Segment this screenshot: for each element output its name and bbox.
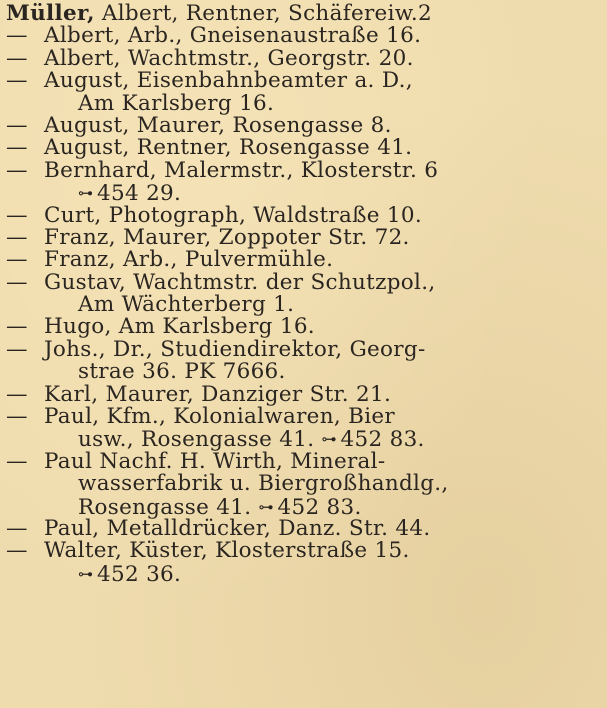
- dash: —: [6, 45, 28, 71]
- dash: —: [6, 247, 28, 273]
- entry-continuation: Am Wächterberg 1.: [78, 292, 295, 318]
- directory-entry: [6, 381, 601, 407]
- entry-continuation: usw., Rosengasse 41.: [78, 427, 315, 453]
- entry-text: Karl, Maurer, Danziger Str. 21.: [44, 381, 392, 407]
- directory-entry: [6, 202, 601, 228]
- surname: Müller,: [6, 1, 95, 26]
- directory-entry: [6, 515, 601, 541]
- entry-text: Albert, Rentner, Schäfereiw.2: [94, 1, 433, 26]
- directory-entry: [6, 25, 601, 47]
- dash: —: [6, 269, 28, 295]
- telephone-icon: ⊶: [321, 430, 335, 449]
- entry-text: Johs., Dr., Studiendirektor, Georg-: [44, 336, 426, 362]
- directory-entry: [6, 406, 601, 451]
- directory-entry: [6, 224, 601, 250]
- entry-text: August, Maurer, Rosengasse 8.: [44, 112, 392, 138]
- entry-text: Gustav, Wachtmstr. der Schutzpol.,: [44, 269, 436, 295]
- telephone-icon: ⊶: [258, 497, 272, 516]
- entry-text: Bernhard, Malermstr., Klosterstr. 6: [44, 157, 439, 183]
- entry-continuation: Rosengasse 41.: [78, 494, 252, 520]
- dash: —: [6, 448, 28, 474]
- dash: —: [6, 68, 28, 94]
- phone-number: 452 83.: [340, 427, 425, 453]
- entry-continuation: Am Karlsberg 16.: [78, 90, 275, 116]
- dash: —: [6, 202, 28, 228]
- telephone-icon: ⊶: [78, 184, 91, 203]
- directory-entry: [6, 137, 601, 159]
- directory-entry: [6, 70, 601, 115]
- entry-text: Franz, Maurer, Zoppoter Str. 72.: [44, 224, 410, 250]
- phone-number: 452 83.: [277, 494, 362, 520]
- directory-entry-header: [6, 0, 601, 25]
- directory-entry: [6, 540, 601, 585]
- entry-text: Curt, Photograph, Waldstraße 10.: [44, 202, 423, 228]
- entry-text: August, Rentner, Rosengasse 41.: [44, 135, 413, 161]
- phone-number: 454 29.: [97, 181, 182, 207]
- directory-entry: [6, 269, 601, 318]
- entry-text: Albert, Arb., Gneisenaustraße 16.: [44, 23, 422, 49]
- entry-text: Paul Nachf. H. Wirth, Mineral-: [44, 448, 386, 474]
- dash: —: [6, 314, 28, 340]
- dash: —: [6, 23, 28, 49]
- dash: —: [6, 381, 28, 407]
- dash: —: [6, 404, 28, 430]
- entry-continuation: wasserfabrik u. Biergroßhandlg.,: [78, 471, 449, 497]
- entry-text: Paul, Kfm., Kolonialwaren, Bier: [44, 404, 396, 430]
- directory-entry: [6, 448, 601, 520]
- entry-text: Franz, Arb., Pulvermühle.: [44, 247, 334, 273]
- directory-entry: [6, 157, 601, 207]
- dash: —: [6, 112, 28, 138]
- directory-entry: [6, 316, 601, 338]
- dash: —: [6, 135, 28, 161]
- phone-number: 452 36.: [97, 561, 182, 587]
- directory-entry: [6, 112, 601, 138]
- entry-text: August, Eisenbahnbeamter a. D.,: [44, 68, 413, 94]
- directory-entry: [6, 249, 601, 271]
- dash: —: [6, 515, 28, 541]
- entry-continuation: strae 36. PK 7666.: [78, 359, 286, 385]
- entry-text: Hugo, Am Karlsberg 16.: [44, 314, 315, 340]
- entry-text: Paul, Metalldrücker, Danz. Str. 44.: [44, 515, 431, 541]
- dash: —: [6, 157, 28, 183]
- dash: —: [6, 538, 28, 564]
- directory-entry: [6, 45, 601, 71]
- entry-text: Albert, Wachtmstr., Georgstr. 20.: [44, 45, 414, 71]
- telephone-icon: ⊶: [78, 564, 91, 583]
- directory-entry: [6, 336, 601, 385]
- dash: —: [6, 224, 28, 250]
- entry-text: Walter, Küster, Klosterstraße 15.: [44, 538, 410, 564]
- dash: —: [6, 336, 28, 362]
